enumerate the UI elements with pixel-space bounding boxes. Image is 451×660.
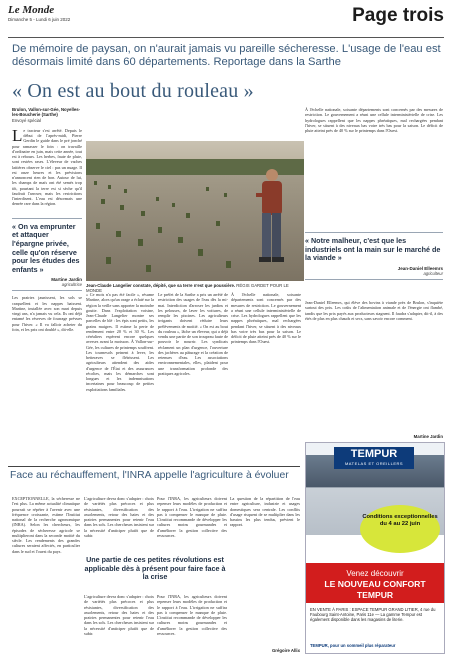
dateline: Dimanche 5 - Lundi 6 juin 2022 — [8, 17, 71, 22]
envoy-label: Envoyé spécial — [12, 117, 41, 123]
masthead — [8, 4, 444, 38]
quote-1-role: agricultrice — [61, 282, 82, 288]
article-kicker: De mémoire de paysan, on n'aurait jamais vu pareille sécheresse. L'usage de l'eau est désormais limité dans 60 départements. Reportage dans la Sarthe — [12, 43, 441, 68]
ad-brand-sub: MATELAS ET OREILLERS — [344, 461, 404, 466]
second-body-col4: La question de la répartition de l'eau entre agriculture, industrie et usages domestiques sera centrale. Les conflits d'usage risquent de se multiplier dans les bassins les plus tendus, prévient le rapport. — [230, 496, 300, 528]
ad-info-text: EN VENTE À PARIS : ESPACE TEMPUR GRAND LITIER, 4 rue du Faubourg Saint-Antoine, Paris 11e — La gamme Tempur est également disponible dans les magasins de literie. — [310, 607, 436, 623]
second-body-col3b: Pour l'INRA, les agriculteurs doivent repenser leurs modèles de production et le rapport à l'eau. L'irrigation ne suffira pas à compenser le manque de pluie. L'institut recommande de développer les cultures moins gourmandes et d'améliorer la gestion collective des ressources. — [157, 594, 227, 636]
ad-band-line-1: Venez découvrir — [346, 569, 404, 578]
ad-band-line-2: LE NOUVEAU CONFORT TEMPUR — [324, 579, 426, 600]
tempur-logo — [334, 447, 414, 469]
article-body-col3: Le préfet de la Sarthe a pris un arrêté de restriction des usages de l'eau dès la mi-mai. Interdiction d'arroser les jardins et les pelouses, de laver les voitures, de remplir les piscines. Les agriculteurs irrigants doivent réduire leurs prélèvements de moitié. « On est au bout du rouleau », lâche un éleveur, qui a déjà vendu une partie de son troupeau faute de pouvoir le nourrir. Les syndicats réclament un plan d'urgence, l'ouverture des jachères au pâturage et la création de retenues d'eau. Les associations environnementales, elles, plaident pour une transformation profonde des pratiques agricoles. — [158, 292, 228, 376]
section-divider — [8, 466, 300, 467]
pull-quote-2-box — [305, 232, 443, 280]
second-article-headline: Face au réchauffement, l'INRA appelle l'agriculture à évoluer — [10, 470, 289, 481]
drop-cap: L — [12, 127, 23, 145]
second-body-col1: EXCEPTIONNELLE, la sécheresse ne l'est plus. La même actualité climatique pourrait se répéter à l'avenir avec une fréquence croissante, estime l'Institut national de la recherche agronomique (INRA). Selon les chercheurs, les épisodes de sécheresse agricole se multiplieront dans la seconde moitié du siècle. Les rendements des grandes cultures seraient affectés, en particulier dans le sud et l'ouest du pays. — [12, 496, 80, 554]
column-1 — [12, 107, 82, 415]
dateline-place: Brulon, Vallon-sur-Gée, Noyelles-les-Boucherie (Sarthe) — [12, 107, 81, 118]
quote-rule — [12, 218, 82, 219]
caption-text: Jean-Claude Langelier constate, dépité, que sa terre n'est que poussière. — [86, 283, 236, 288]
second-body-col2b: L'agriculture devra donc s'adapter : choix de variétés plus précoces et plus résistantes, diversification des assolements, retour des haies et des prairies permanentes pour retenir l'eau dans les sols. Les chercheurs insistent sur la nécessité d'anticiper plutôt que de subir. — [84, 594, 154, 636]
article-body-col2: « Ce mois n'a pas été facile », résume Martine, alors qu'un orage a éclaté sur la région la veille sans apporter la moindre goutte. Dans l'exploitation voisine, Jean-Claude Langelier montre ses parcelles de blé : les épis sont petits, les grains maigres. Il estime la perte de rendement entre 20 % et 30 %. Les céréaliers espèrent encore quelques averses avant la moisson. À Vallon-sur-Gée, les cultures de printemps souffrent. Les tournesols peinent à lever, les betteraves se flétrissent. Les agriculteurs attendent des aides d'urgence de l'État et des assurances récoltes, mais les démarches sont longues et les indemnisations incertaines pour beaucoup de petites exploitations familiales. — [86, 292, 154, 392]
ad-promo-badge: Conditions exceptionnelles du 4 au 22 juin — [360, 505, 440, 553]
second-body-col2: L'agriculture devra donc s'adapter : choix de variétés plus précoces et plus résistantes, diversification des assolements, retour des haies et des prairies permanentes pour retenir l'eau dans les sols. Les chercheurs insistent sur la nécessité d'anticiper plutôt que de subir. — [84, 496, 154, 538]
article-photo — [86, 141, 304, 281]
quote-1-author: Martine Jardin — [51, 277, 82, 283]
quote-rule — [305, 232, 443, 233]
tempur-advertisement[interactable] — [305, 442, 445, 654]
article-body-col1 — [12, 128, 82, 214]
quote-rule — [12, 290, 82, 291]
second-body-col3: Pour l'INRA, les agriculteurs doivent repenser leurs modèles de production et le rapport à l'eau. L'irrigation ne suffira pas à compenser le manque de pluie. L'institut recommande de développer les cultures moins gourmandes et d'améliorer la gestion collective des ressources. — [157, 496, 227, 538]
ad-red-band — [306, 563, 444, 603]
photo-credit: RÉGIS GARDET POUR LE MONDE — [86, 283, 289, 293]
article-body-col4b: Jean-Daniel Elleemrs, qui élève des bovins à viande près de Brulon, s'inquiète surtout des prix. Les coûts de l'alimentation animale et de l'énergie ont flambé, tandis que les prix payés aux producteurs stagnent. Il faudra s'adapter, dit-il, à des étés de plus en plus chauds et secs, sans savoir encore comment. — [305, 300, 443, 321]
second-pull-quote: Une partie de ces petites révolutions est applicable dès à présent pour faire face à la crise — [84, 555, 226, 582]
ad-footer-link[interactable]: TEMPUR, pour un sommeil plus réparateur — [310, 643, 396, 648]
col1-text: e tracteur s'est arrêté. Depuis le début de l'après-midi, Pierre Gerdin le guide dans le pré jonché pour ramasser le foin : on travaille d'ordinaire en juin, mais cette année, tout est à rebours. Les herbes, faute de pluie, sont restées rases. L'éleveur de vaches laitières observe le ciel : pas un nuage. Il est onze heures et les prévisions n'annoncent rien de bon. Autour de lui, les champs de maïs ont été semés trop tôt, pourtant la terre est si sèche qu'il faudrait l'arroser, mais les restrictions l'interdisent. L'eau est désormais une denrée rare dans la région. — [12, 127, 82, 207]
article-signature: Martine Jardin — [413, 434, 443, 439]
pull-quote-2: « Notre malheur, c'est que les industriels ont la main sur le marché de la viande » — [305, 236, 441, 263]
second-article-signature: Grégoire Allix — [271, 648, 300, 653]
quote-2-author: Jean-Daniel Elleemrs — [397, 265, 443, 271]
article-body-col4: À l'échelle nationale, soixante départements sont concernés par des mesures de restriction. Le gouvernement a réuni une cellule interministérielle de crise. Les hydrologues rappellent que les nappes phréatiques, mal rechargées pendant l'hiver, se situent à des niveaux bas voire très bas pour la saison. Le déficit de pluie atteint près de 40 % sur le printemps dans l'Ouest. — [305, 107, 443, 133]
newspaper-logo: Le Monde — [8, 4, 55, 16]
pull-quote-1: « On va emprunter et attaquer l'épargne privée, celle qu'on réserve pour les études des enfants » — [12, 221, 80, 274]
quote-rule — [305, 279, 443, 280]
farmer-field-photo — [86, 141, 304, 281]
quote-2-role: agriculteur — [423, 270, 443, 276]
ad-brand: TEMPUR — [350, 448, 398, 460]
article-body-col3b: À l'échelle nationale, soixante départements sont concernés par des mesures de restriction. Le gouvernement a réuni une cellule interministérielle de crise. Les hydrologues rappellent que les nappes phréatiques, mal rechargées pendant l'hiver, se situent à des niveaux bas voire très bas pour la saison. Le déficit de pluie atteint près de 40 % sur le printemps dans l'Ouest. — [231, 292, 301, 345]
section-title: Page trois — [352, 5, 444, 26]
article-body-col1b: Les prairies jaunissent, les sols se craquellent et les nappes baissent. Martine, installée avec son mari depuis vingt ans, n'a jamais vu cela. Ils ont déjà entamé les réserves de fourrage prévues pour l'hiver. « Il va falloir acheter du foin, et les prix ont doublé », dit-elle. — [12, 295, 82, 332]
article-headline: « On est au bout du rouleau » — [12, 80, 254, 102]
